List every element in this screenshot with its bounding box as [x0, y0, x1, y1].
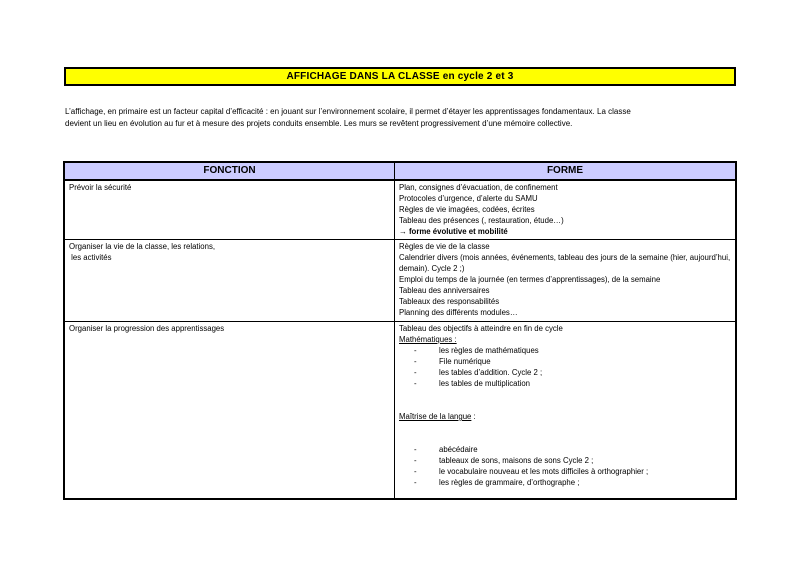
table-header-row	[65, 163, 735, 181]
fonction-text: Organiser la progression des apprentissages	[69, 324, 225, 333]
forme-text: → forme évolutive et mobilité	[399, 227, 508, 236]
bullet-text: les règles de mathématiques	[439, 346, 539, 355]
section-heading: Mathématiques :	[399, 335, 457, 344]
bullet-item	[399, 367, 731, 378]
bullet-text: File numérique	[439, 357, 491, 366]
bullet-dash: -	[414, 368, 417, 377]
table-row	[65, 321, 735, 498]
bullet-dash: -	[414, 456, 417, 465]
fonction-forme-table	[63, 161, 737, 500]
section-heading: Maîtrise de la langue :	[399, 412, 476, 421]
blank-line	[399, 400, 731, 411]
bullet-text: les règles de grammaire, d’orthographe ;	[439, 478, 580, 487]
fonction-text: Organiser la vie de la classe, les relations,	[69, 242, 216, 251]
forme-text: Plan, consignes d’évacuation, de confinement	[399, 183, 558, 192]
fonction-text: Prévoir la sécurité	[69, 183, 132, 192]
bullet-text: abécédaire	[439, 445, 478, 454]
bullet-dash: -	[414, 478, 417, 487]
intro-line: devient un lieu en évolution au fur et à mesure des projets conduits ensemble. Les murs se revêtent progressivement d’une mémoire collective.	[65, 119, 573, 128]
bullet-text: le vocabulaire nouveau et les mots difficiles à orthographier ;	[439, 467, 649, 476]
bullet-text: les tables d’addition. Cycle 2 ;	[439, 368, 543, 377]
blank-line	[399, 422, 731, 433]
column-header-fonction: FONCTION	[65, 163, 395, 179]
forme-text: Règles de vie de la classe	[399, 242, 490, 251]
fonction-cell	[65, 322, 395, 498]
bullet-item	[399, 378, 731, 389]
table-row	[65, 181, 735, 239]
forme-text: Tableau des anniversaires	[399, 286, 490, 295]
intro-line: L’affichage, en primaire est un facteur capital d’efficacité : en jouant sur l’environnement scolaire, il permet d’étayer les apprentissages fondamentaux. La classe	[65, 107, 631, 116]
bullet-text: tableaux de sons, maisons de sons Cycle 2 ;	[439, 456, 594, 465]
forme-text: Protocoles d’urgence, d’alerte du SAMU	[399, 194, 538, 203]
bullet-dash: -	[414, 445, 417, 454]
forme-text: Tableau des objectifs à atteindre en fin de cycle	[399, 324, 563, 333]
forme-text: Tableaux des responsabilités	[399, 297, 500, 306]
bullet-dash: -	[414, 357, 417, 366]
table-body	[65, 181, 735, 498]
document-title-box	[64, 67, 736, 86]
document-title: AFFICHAGE DANS LA CLASSE en cycle 2 et 3	[286, 71, 514, 82]
bullet-item	[399, 444, 731, 455]
intro-paragraph	[65, 106, 765, 130]
bullet-item	[399, 455, 731, 466]
bullet-item	[399, 466, 731, 477]
forme-text: Emploi du temps de la journée (en termes d’apprentissages), de la semaine	[399, 275, 661, 284]
forme-cell	[395, 322, 735, 498]
fonction-cell	[65, 181, 395, 239]
bullet-dash: -	[414, 346, 417, 355]
fonction-cell	[65, 240, 395, 321]
table-row	[65, 239, 735, 321]
forme-text: Règles de vie imagées, codées, écrites	[399, 205, 535, 214]
forme-cell	[395, 181, 735, 239]
blank-line	[399, 389, 731, 400]
forme-cell	[395, 240, 735, 321]
forme-text: Tableau des présences (, restauration, étude…)	[399, 216, 564, 225]
bullet-item	[399, 345, 731, 356]
forme-text: Calendrier divers (mois années, événements, tableau des jours de la semaine (hier, aujourd’hui, demain). Cycle 2 ;)	[399, 253, 731, 273]
bullet-item	[399, 356, 731, 367]
blank-line	[399, 433, 731, 444]
bullet-text: les tables de multiplication	[439, 379, 531, 388]
bullet-item	[399, 477, 731, 488]
fonction-text: les activités	[69, 253, 112, 262]
column-header-forme: FORME	[546, 165, 584, 176]
forme-text: Planning des différents modules…	[399, 308, 518, 317]
bullet-dash: -	[414, 379, 417, 388]
bullet-dash: -	[414, 467, 417, 476]
